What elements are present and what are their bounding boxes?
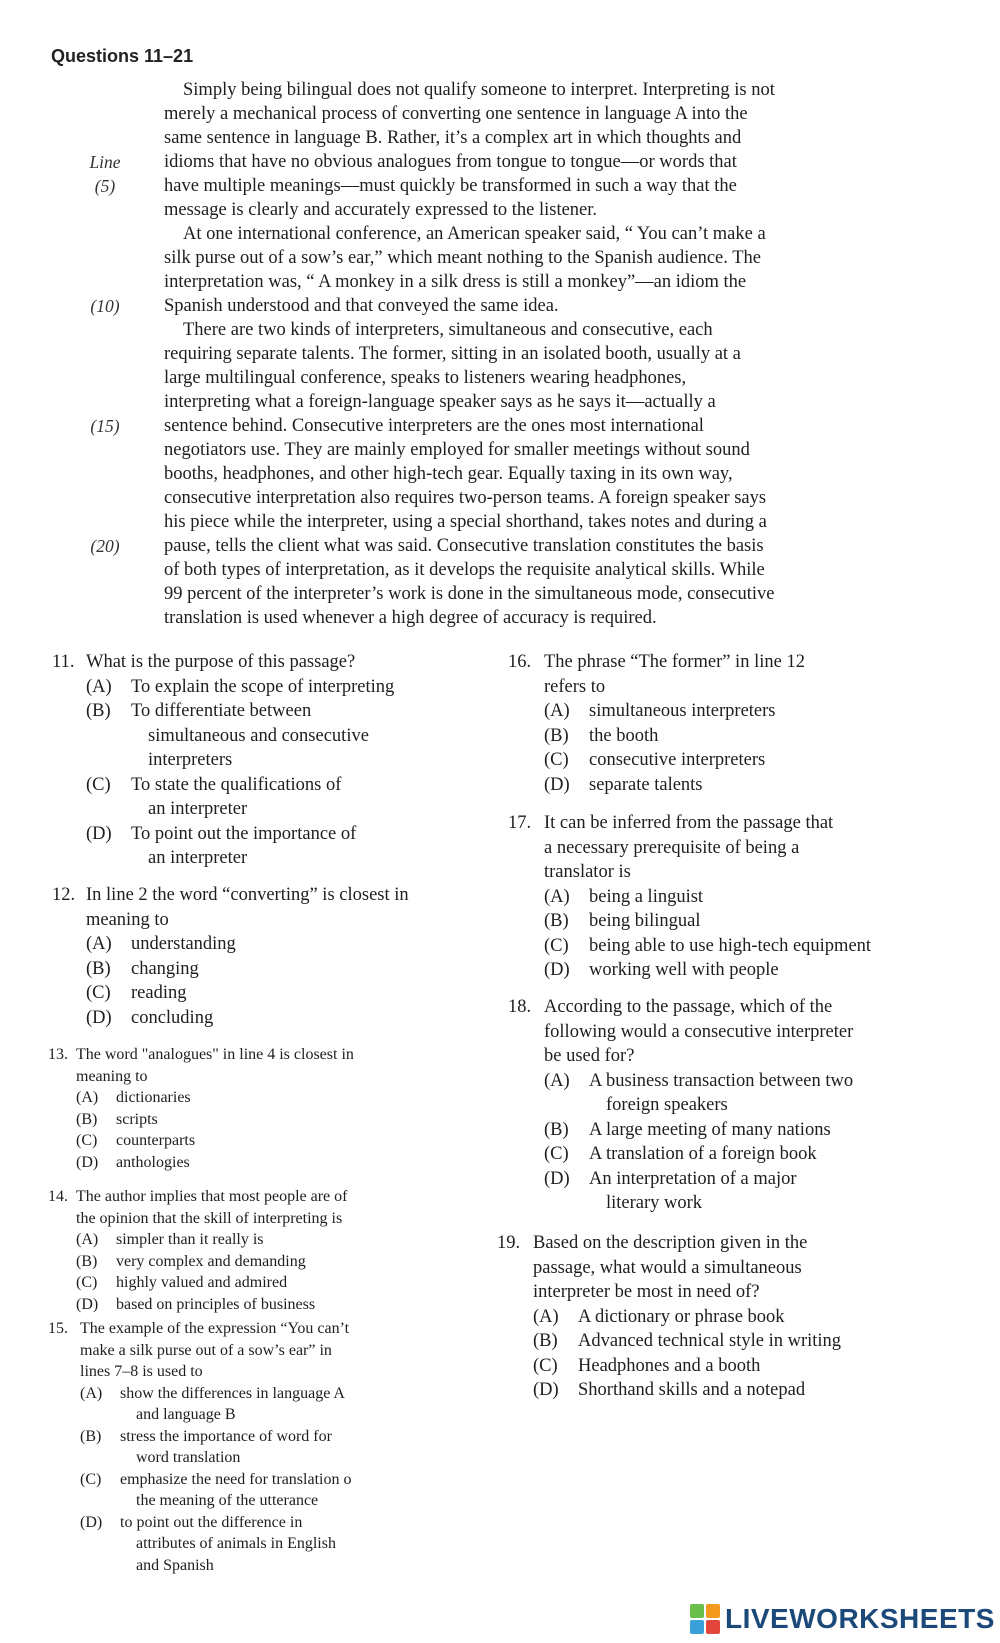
passage-line: interpreting what a foreign-language speaker says as he says it—actually a — [164, 392, 716, 412]
option-d[interactable] — [48, 1512, 351, 1534]
option-d-cont — [508, 1191, 853, 1216]
option-letter: (C) — [544, 1144, 569, 1164]
option-b[interactable] — [48, 1109, 354, 1131]
option-text: concluding — [131, 1007, 214, 1028]
option-a[interactable] — [508, 1069, 853, 1094]
stem-line: refers to — [544, 676, 606, 697]
question-11 — [52, 650, 394, 871]
line-marker: (20) — [90, 536, 120, 556]
option-letter: (D) — [86, 823, 112, 844]
option-text: based on principles of business — [116, 1295, 316, 1313]
question-stem-cont — [48, 1066, 354, 1088]
passage-line: negotiators use. They are mainly employed for smaller meetings without sound — [164, 440, 750, 460]
passage-line: same sentence in language B. Rather, it’s a complex art in which thoughts and — [164, 128, 742, 148]
option-d[interactable] — [48, 1152, 354, 1174]
passage-line: of both types of interpretation, as it develops the requisite analytical skills. While — [164, 560, 765, 580]
option-text: counterparts — [116, 1132, 196, 1149]
question-stem — [497, 1231, 841, 1256]
option-a[interactable] — [48, 1383, 351, 1405]
option-text: simultaneous and consecutive — [148, 725, 369, 746]
option-b[interactable] — [48, 1426, 351, 1448]
option-letter: (D) — [76, 1295, 99, 1313]
option-letter: (D) — [533, 1380, 559, 1400]
option-a[interactable] — [508, 699, 805, 724]
option-letter: (B) — [544, 911, 569, 931]
option-text: attributes of animals in English — [136, 1535, 336, 1552]
question-18 — [508, 995, 853, 1216]
question-number: 17. — [508, 813, 532, 833]
stem-line: passage, what would a simultaneous — [533, 1257, 802, 1278]
option-text: to point out the difference in — [120, 1513, 303, 1531]
option-letter: (A) — [76, 1231, 99, 1248]
passage-line: his piece while the interpreter, using a special shorthand, takes notes and during a — [164, 512, 767, 532]
question-stem — [52, 883, 409, 908]
option-letter: (C) — [80, 1470, 102, 1488]
option-letter: (A) — [86, 934, 112, 954]
option-letter: (C) — [76, 1132, 98, 1149]
option-d[interactable] — [48, 1294, 347, 1316]
option-letter: (D) — [544, 774, 570, 795]
option-a[interactable] — [52, 932, 409, 957]
option-letter: (C) — [544, 935, 569, 956]
stem-line: a necessary prerequisite of being a — [544, 837, 800, 858]
stem-line: According to the passage, which of the — [544, 997, 833, 1017]
passage-line: interpretation was, “ A monkey in a silk dress is still a monkey”—an idiom the — [164, 272, 747, 292]
question-stem — [508, 995, 853, 1020]
option-c[interactable] — [48, 1469, 351, 1491]
option-letter: (D) — [544, 960, 570, 980]
option-d-cont — [48, 1533, 351, 1555]
line-marker: (15) — [90, 416, 120, 436]
option-letter: (B) — [80, 1427, 102, 1445]
option-d[interactable] — [508, 1167, 853, 1192]
option-b[interactable] — [52, 699, 394, 724]
question-stem — [52, 650, 394, 675]
option-b-cont — [52, 748, 394, 773]
option-letter: (C) — [86, 774, 111, 795]
option-text: understanding — [131, 934, 236, 954]
option-text: interpreters — [148, 750, 233, 770]
option-letter: (A) — [544, 886, 570, 907]
question-number: 16. — [508, 652, 532, 672]
option-text: reading — [131, 983, 187, 1003]
option-text: To explain the scope of interpreting — [131, 676, 395, 697]
option-text: Shorthand skills and a notepad — [578, 1380, 806, 1400]
option-b-cont — [52, 724, 394, 749]
option-text: and language B — [136, 1406, 236, 1423]
passage-line: silk purse out of a sow’s ear,” which meant nothing to the Spanish audience. The — [164, 248, 761, 268]
option-letter: (B) — [86, 701, 111, 721]
question-number: 19. — [497, 1233, 521, 1253]
option-b-cont — [48, 1447, 351, 1469]
option-letter: (A) — [80, 1384, 103, 1402]
question-stem — [48, 1318, 351, 1340]
option-text: the booth — [589, 725, 659, 746]
option-text: word translation — [136, 1449, 241, 1466]
stem-line: the opinion that the skill of interpreting is — [76, 1209, 343, 1227]
option-text: simpler than it really is — [116, 1231, 264, 1248]
question-number: 12. — [52, 885, 76, 905]
question-stem-cont — [508, 836, 871, 861]
option-b[interactable] — [52, 957, 409, 982]
stem-line: Based on the description given in the — [533, 1233, 808, 1253]
passage-line: large multilingual conference, speaks to listeners wearing headphones, — [164, 368, 687, 388]
question-17 — [508, 811, 871, 983]
passage-line: message is clearly and accurately expressed to the listener. — [164, 200, 598, 220]
stem-line: meaning to — [76, 1067, 148, 1085]
option-text: very complex and demanding — [116, 1252, 306, 1270]
option-letter: (C) — [533, 1355, 558, 1376]
option-a[interactable] — [497, 1305, 841, 1330]
option-text: being bilingual — [589, 911, 701, 931]
option-text: A large meeting of many nations — [589, 1119, 831, 1140]
option-letter: (A) — [533, 1306, 559, 1327]
option-text: being able to use high-tech equipment — [589, 935, 872, 956]
question-stem — [48, 1186, 347, 1208]
passage-line: consecutive interpretation also requires two-person teams. A foreign speaker says — [164, 488, 767, 508]
stem-line: The example of the expression “You can’t — [80, 1320, 350, 1337]
liveworksheets-logo-icon — [690, 1604, 720, 1634]
question-13 — [48, 1044, 354, 1173]
option-letter: (C) — [86, 983, 111, 1003]
option-letter: (B) — [86, 958, 111, 979]
option-text: separate talents — [589, 774, 703, 795]
option-text: To point out the importance of — [131, 823, 357, 844]
option-text: and Spanish — [136, 1556, 214, 1574]
question-stem-cont — [48, 1340, 351, 1362]
passage-line: requiring separate talents. The former, sitting in an isolated booth, usually at a — [164, 344, 741, 364]
option-a[interactable] — [508, 885, 871, 910]
stem-line: It can be inferred from the passage that — [544, 813, 834, 833]
question-stem-cont — [508, 675, 805, 700]
option-text: To differentiate between — [131, 701, 312, 721]
option-c[interactable] — [508, 748, 805, 773]
option-letter: (B) — [533, 1331, 558, 1351]
option-letter: (A) — [544, 1070, 570, 1091]
option-letter: (A) — [76, 1089, 99, 1106]
question-number: 13. — [48, 1046, 68, 1063]
question-number: 18. — [508, 997, 532, 1017]
option-c[interactable] — [508, 934, 871, 959]
option-text: dictionaries — [116, 1089, 191, 1106]
passage-line: 99 percent of the interpreter’s work is done in the simultaneous mode, consecutive — [164, 584, 775, 604]
stem-line: What is the purpose of this passage? — [86, 652, 356, 672]
section-heading: Questions 11–21 — [51, 46, 194, 66]
option-letter: (D) — [544, 1168, 570, 1189]
option-c[interactable] — [497, 1354, 841, 1379]
option-d[interactable] — [508, 773, 805, 798]
option-text: A translation of a foreign book — [589, 1144, 817, 1164]
stem-line: interpreter be most in need of? — [533, 1282, 760, 1302]
option-letter: (A) — [86, 676, 112, 697]
option-d-cont — [48, 1555, 351, 1577]
option-a[interactable] — [48, 1087, 354, 1109]
option-text: An interpretation of a major — [589, 1168, 797, 1189]
option-text: literary work — [606, 1193, 703, 1213]
passage-line: There are two kinds of interpreters, simultaneous and consecutive, each — [183, 320, 713, 340]
option-c[interactable] — [48, 1130, 354, 1152]
question-19 — [497, 1231, 841, 1403]
option-text: stress the importance of word for — [120, 1427, 332, 1445]
option-b[interactable] — [508, 1118, 853, 1143]
option-a[interactable] — [52, 675, 394, 700]
option-text: the meaning of the utterance — [136, 1492, 319, 1509]
option-text: simultaneous interpreters — [589, 701, 776, 721]
option-b[interactable] — [497, 1329, 841, 1354]
stem-line: lines 7–8 is used to — [80, 1363, 203, 1380]
question-stem-cont — [508, 1044, 853, 1069]
option-c-cont — [52, 797, 394, 822]
question-stem — [508, 811, 871, 836]
passage-line: booths, headphones, and other high-tech gear. Equally taxing in its own way, — [164, 464, 733, 484]
question-stem — [48, 1044, 354, 1066]
option-letter: (A) — [544, 701, 570, 721]
stem-line: translator is — [544, 862, 631, 882]
option-b[interactable] — [48, 1251, 347, 1273]
option-text: A business transaction between two — [589, 1070, 854, 1091]
stem-line: following would a consecutive interpreter — [544, 1021, 854, 1042]
option-c[interactable] — [52, 981, 409, 1006]
option-a-cont — [48, 1404, 351, 1426]
option-letter: (D) — [76, 1153, 99, 1171]
option-text: highly valued and admired — [116, 1274, 288, 1291]
option-text: foreign speakers — [606, 1095, 728, 1115]
option-b[interactable] — [508, 724, 805, 749]
question-stem-cont — [48, 1361, 351, 1383]
option-c-cont — [48, 1490, 351, 1512]
option-letter: (D) — [86, 1007, 112, 1028]
option-letter: (B) — [76, 1110, 98, 1128]
option-text: an interpreter — [148, 799, 248, 819]
stem-line: be used for? — [544, 1046, 635, 1066]
stem-line: In line 2 the word “converting” is closest in — [86, 885, 409, 905]
option-letter: (B) — [544, 725, 569, 746]
option-b[interactable] — [508, 909, 871, 934]
option-d[interactable] — [52, 822, 394, 847]
line-marker: Line — [89, 152, 121, 172]
option-text: To state the qualifications of — [131, 774, 342, 795]
stem-line: The author implies that most people are of — [76, 1188, 348, 1205]
option-letter: (B) — [76, 1252, 98, 1270]
option-text: emphasize the need for translation o — [120, 1470, 352, 1488]
option-a-cont — [508, 1093, 853, 1118]
option-letter: (B) — [544, 1119, 569, 1140]
option-text: changing — [131, 958, 199, 979]
option-text: Advanced technical style in writing — [578, 1331, 842, 1351]
option-text: A dictionary or phrase book — [578, 1306, 785, 1327]
option-text: anthologies — [116, 1153, 190, 1171]
stem-line: make a silk purse out of a sow’s ear” in — [80, 1341, 332, 1359]
option-d[interactable] — [497, 1378, 841, 1403]
question-number: 11. — [52, 652, 75, 672]
question-stem-cont — [508, 1020, 853, 1045]
option-d-cont — [52, 846, 394, 871]
stem-line: The word "analogues" in line 4 is closest in — [76, 1046, 354, 1063]
option-letter: (D) — [80, 1513, 103, 1531]
question-stem-cont — [508, 860, 871, 885]
passage-line: At one international conference, an American speaker said, “ You can’t make a — [183, 224, 766, 244]
passage-line: pause, tells the client what was said. Consecutive translation constitutes the basis — [164, 536, 764, 556]
passage-line: idioms that have no obvious analogues from tongue to tongue—or words that — [164, 152, 737, 172]
option-letter: (C) — [544, 750, 569, 770]
option-text: scripts — [116, 1110, 158, 1128]
passage-line: Spanish understood and that conveyed the same idea. — [164, 296, 559, 316]
option-c[interactable] — [52, 773, 394, 798]
question-stem-cont — [497, 1280, 841, 1305]
passage-line: Simply being bilingual does not qualify someone to interpret. Interpreting is not — [183, 80, 775, 100]
question-number: 15. — [48, 1320, 68, 1337]
option-d[interactable] — [52, 1006, 409, 1031]
question-stem-cont — [48, 1208, 347, 1230]
option-text: Headphones and a booth — [578, 1355, 761, 1376]
passage-line: translation is used whenever a high degree of accuracy is required. — [164, 608, 657, 628]
question-stem — [508, 650, 805, 675]
stem-line: The phrase “The former” in line 12 — [544, 652, 805, 672]
option-text: working well with people — [589, 960, 779, 980]
question-15 — [48, 1318, 351, 1576]
question-stem-cont — [497, 1256, 841, 1281]
question-stem-cont — [52, 908, 409, 933]
option-d[interactable] — [508, 958, 871, 983]
question-number: 14. — [48, 1188, 68, 1205]
question-14 — [48, 1186, 347, 1315]
option-text: an interpreter — [148, 848, 248, 868]
option-a[interactable] — [48, 1229, 347, 1251]
option-c[interactable] — [508, 1142, 853, 1167]
option-c[interactable] — [48, 1272, 347, 1294]
passage-line: have multiple meanings—must quickly be transformed in such a way that the — [164, 176, 737, 196]
passage-line: sentence behind. Consecutive interpreters are the ones most international — [164, 416, 704, 436]
option-text: being a linguist — [589, 886, 704, 907]
question-12 — [52, 883, 409, 1030]
liveworksheets-logo[interactable] — [690, 1602, 995, 1636]
option-text: consecutive interpreters — [589, 750, 766, 770]
passage-line: merely a mechanical process of converting one sentence in language A into the — [164, 104, 748, 124]
option-text: show the differences in language A — [120, 1384, 345, 1402]
question-16 — [508, 650, 805, 797]
line-marker: (5) — [94, 176, 116, 196]
logo-text: LIVEWORKSHEETS — [725, 1603, 995, 1634]
stem-line: meaning to — [86, 909, 169, 930]
option-letter: (C) — [76, 1274, 98, 1291]
line-marker: (10) — [90, 296, 120, 316]
